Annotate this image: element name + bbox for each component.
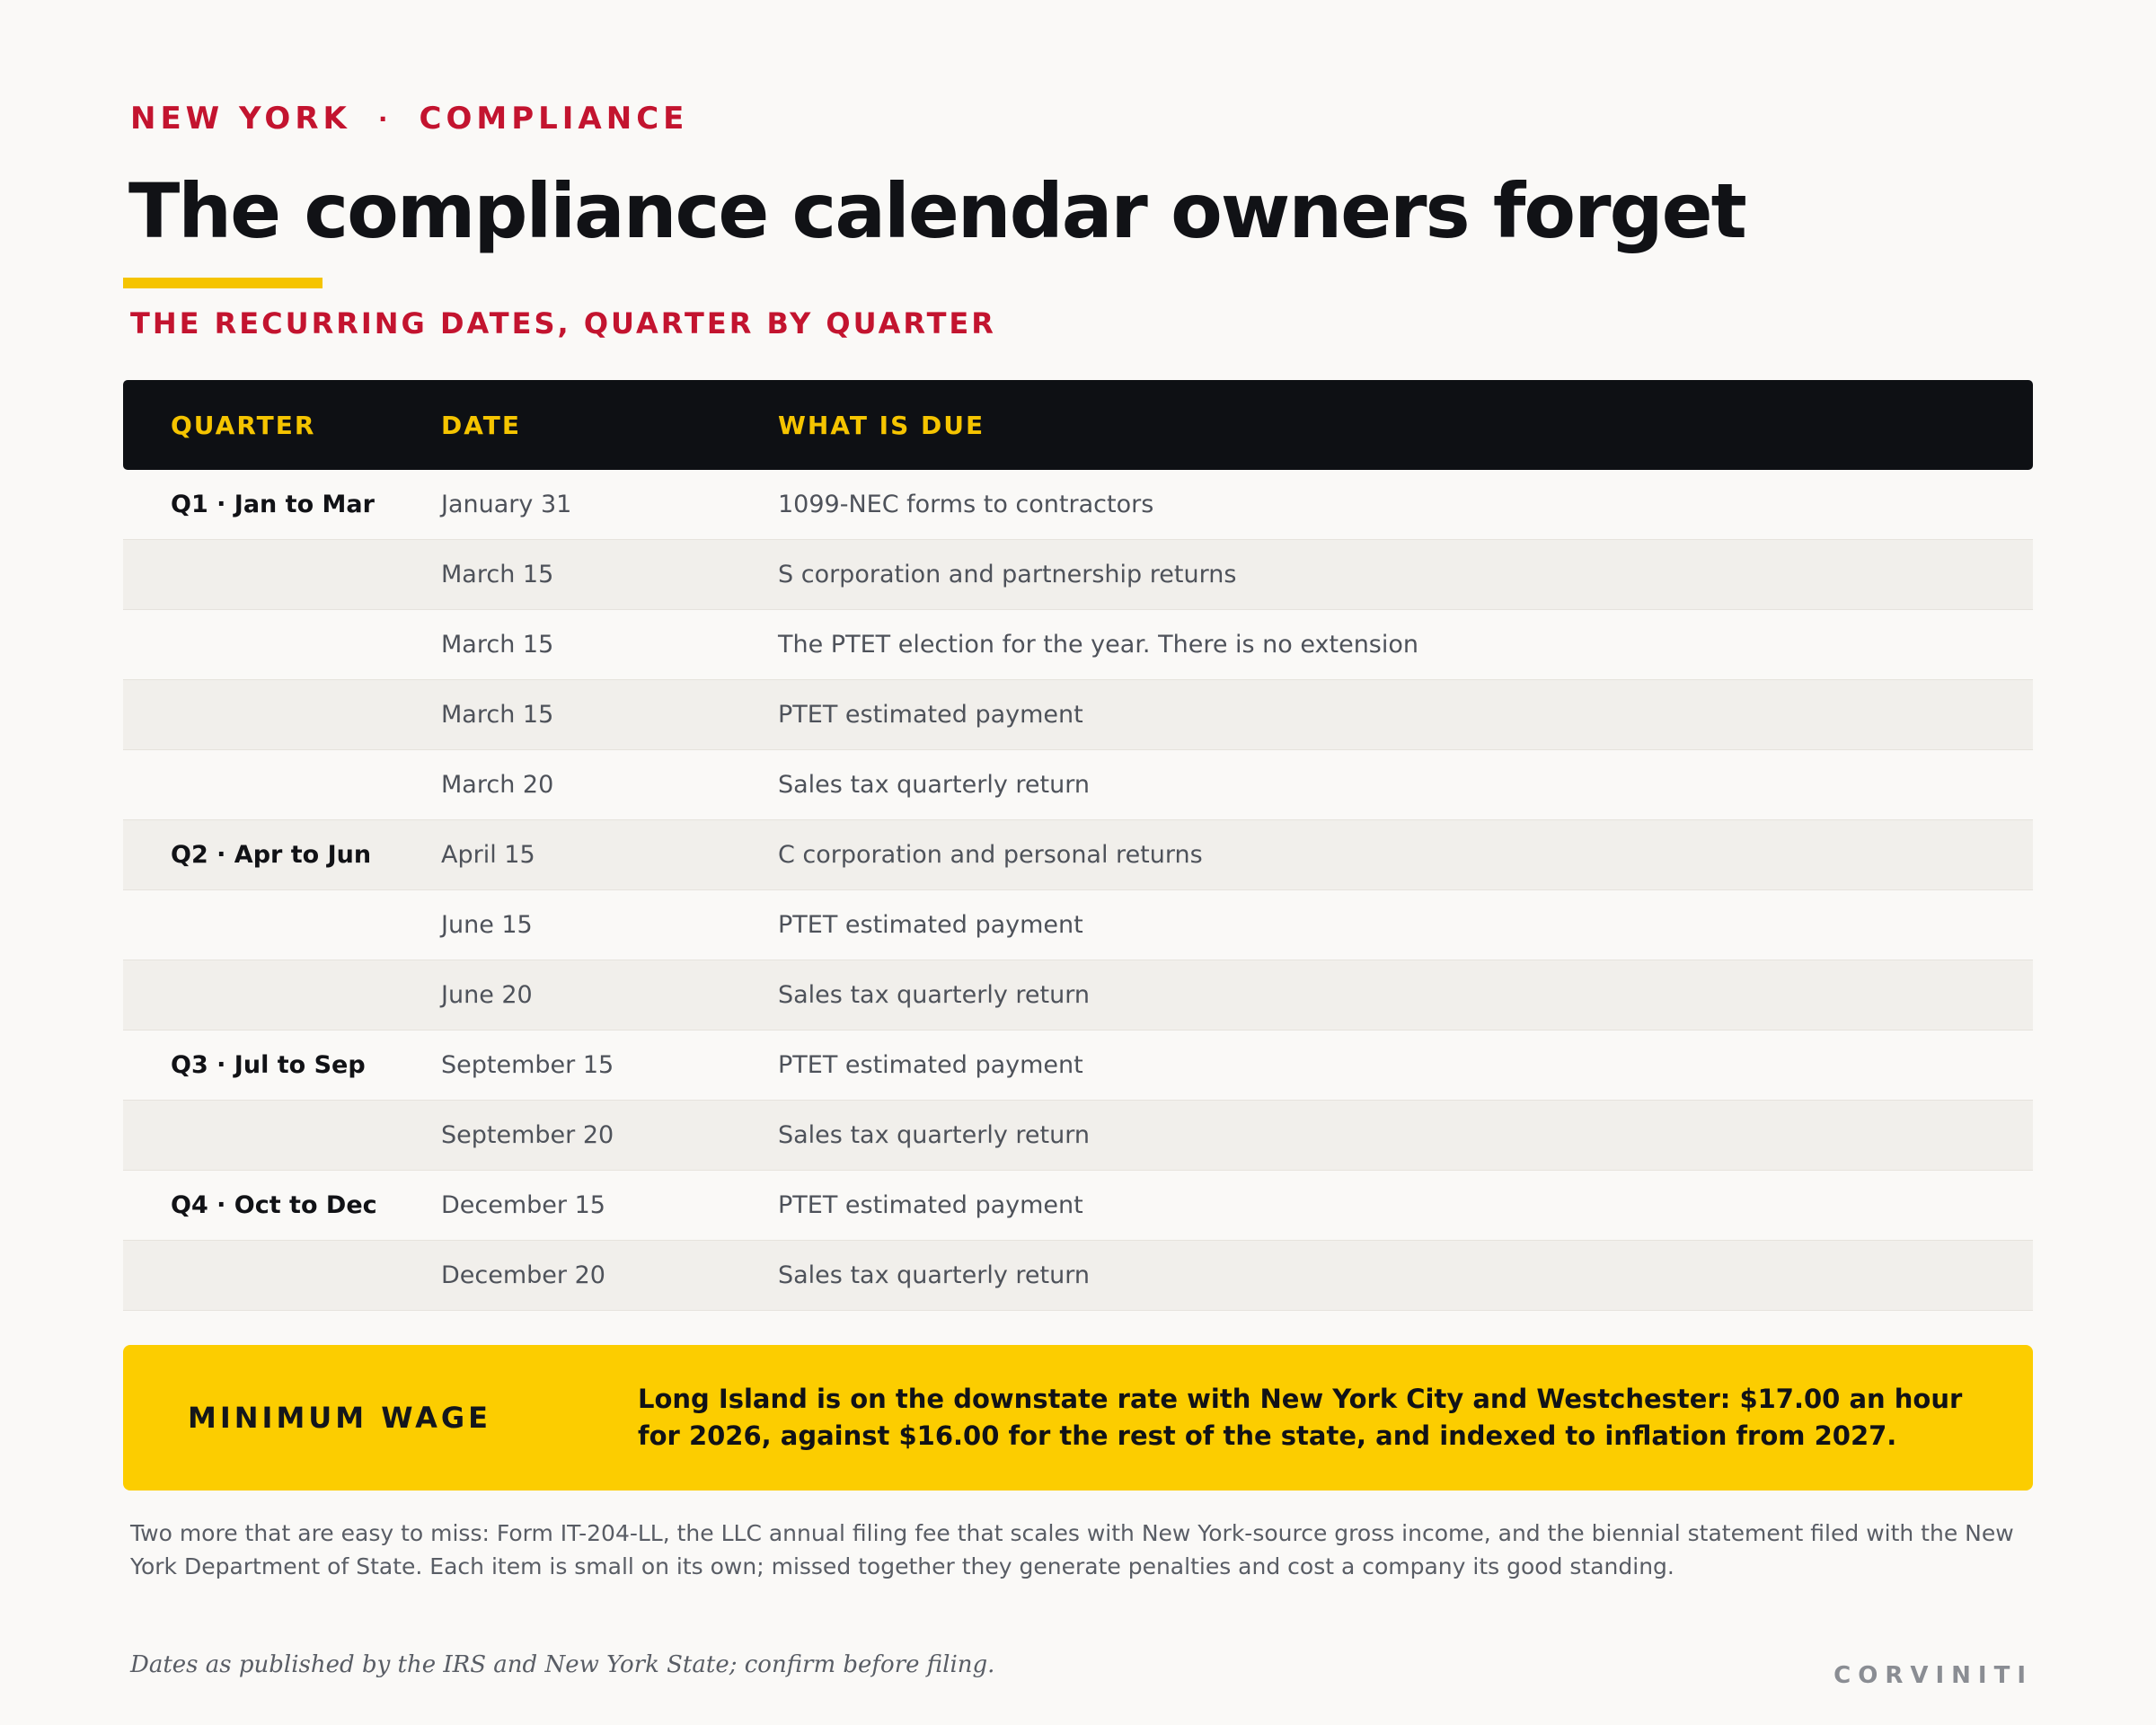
table-row: [123, 1031, 2033, 1101]
table-row: [123, 750, 2033, 820]
table-row: [123, 960, 2033, 1031]
date-cell: January 31: [441, 491, 572, 518]
callout-label: MINIMUM WAGE: [188, 1401, 491, 1435]
minimum-wage-callout: [123, 1345, 2033, 1491]
date-cell: March 15: [441, 561, 554, 588]
date-cell: September 15: [441, 1051, 614, 1079]
date-cell: March 15: [441, 631, 554, 659]
brand-logo-text: CORVINITI: [1833, 1662, 2033, 1689]
due-cell: S corporation and partnership returns: [778, 561, 1237, 588]
date-cell: March 15: [441, 701, 554, 729]
column-header-quarter: QUARTER: [171, 410, 316, 440]
table-row: [123, 820, 2033, 890]
title-underline: [123, 278, 323, 288]
source-note: Dates as published by the IRS and New York State; confirm before filing.: [130, 1651, 995, 1678]
date-cell: December 20: [441, 1261, 605, 1289]
table-row: [123, 1171, 2033, 1241]
date-cell: April 15: [441, 841, 535, 869]
table-body: [123, 470, 2033, 1311]
quarter-cell: Q2 · Apr to Jun: [171, 841, 372, 869]
kicker-separator: ·: [377, 103, 393, 134]
callout-text: Long Island is on the downstate rate with New York City and Westchester: $17.00 an hour for 2026, against $16.00 for the rest of the state, and indexed to inflation from 2027.: [638, 1384, 1963, 1451]
date-cell: September 20: [441, 1121, 614, 1149]
date-cell: June 15: [441, 911, 533, 939]
due-cell: Sales tax quarterly return: [778, 1121, 1090, 1149]
table-row: [123, 470, 2033, 540]
date-cell: June 20: [441, 981, 533, 1009]
table-header: [123, 380, 2033, 470]
compliance-table: [123, 380, 2033, 1311]
due-cell: C corporation and personal returns: [778, 841, 1203, 869]
due-cell: Sales tax quarterly return: [778, 981, 1090, 1009]
due-cell: 1099-NEC forms to contractors: [778, 491, 1154, 518]
due-cell: PTET estimated payment: [778, 1191, 1083, 1219]
due-cell: Sales tax quarterly return: [778, 771, 1090, 799]
section-subtitle: THE RECURRING DATES, QUARTER BY QUARTER: [130, 306, 996, 341]
table-row: [123, 610, 2033, 680]
date-cell: March 20: [441, 771, 554, 799]
due-cell: PTET estimated payment: [778, 911, 1083, 939]
date-cell: December 15: [441, 1191, 605, 1219]
due-cell: The PTET election for the year. There is no extension: [778, 631, 1419, 659]
column-header-what-is-due: WHAT IS DUE: [778, 410, 985, 440]
table-row: [123, 680, 2033, 750]
column-header-date: DATE: [441, 410, 521, 440]
footnote-paragraph: Two more that are easy to miss: Form IT-204-LL, the LLC annual filing fee that scales with New York-source gross income, and the biennial statement filed with the New York Department of State. Each item is small on its own; missed together they generate penalties and cost a company its good standing.: [130, 1520, 2014, 1579]
due-cell: PTET estimated payment: [778, 701, 1083, 729]
table-row: [123, 1101, 2033, 1171]
table-row: [123, 1241, 2033, 1311]
kicker: [130, 101, 688, 137]
table-row: [123, 540, 2033, 610]
quarter-cell: Q4 · Oct to Dec: [171, 1191, 377, 1219]
table-row: [123, 890, 2033, 960]
quarter-cell: Q3 · Jul to Sep: [171, 1051, 366, 1079]
page-title: The compliance calendar owners forget: [128, 167, 1745, 255]
due-cell: Sales tax quarterly return: [778, 1261, 1090, 1289]
due-cell: PTET estimated payment: [778, 1051, 1083, 1079]
kicker-region: NEW YORK: [130, 101, 351, 137]
quarter-cell: Q1 · Jan to Mar: [171, 491, 375, 518]
kicker-topic: COMPLIANCE: [419, 101, 689, 137]
